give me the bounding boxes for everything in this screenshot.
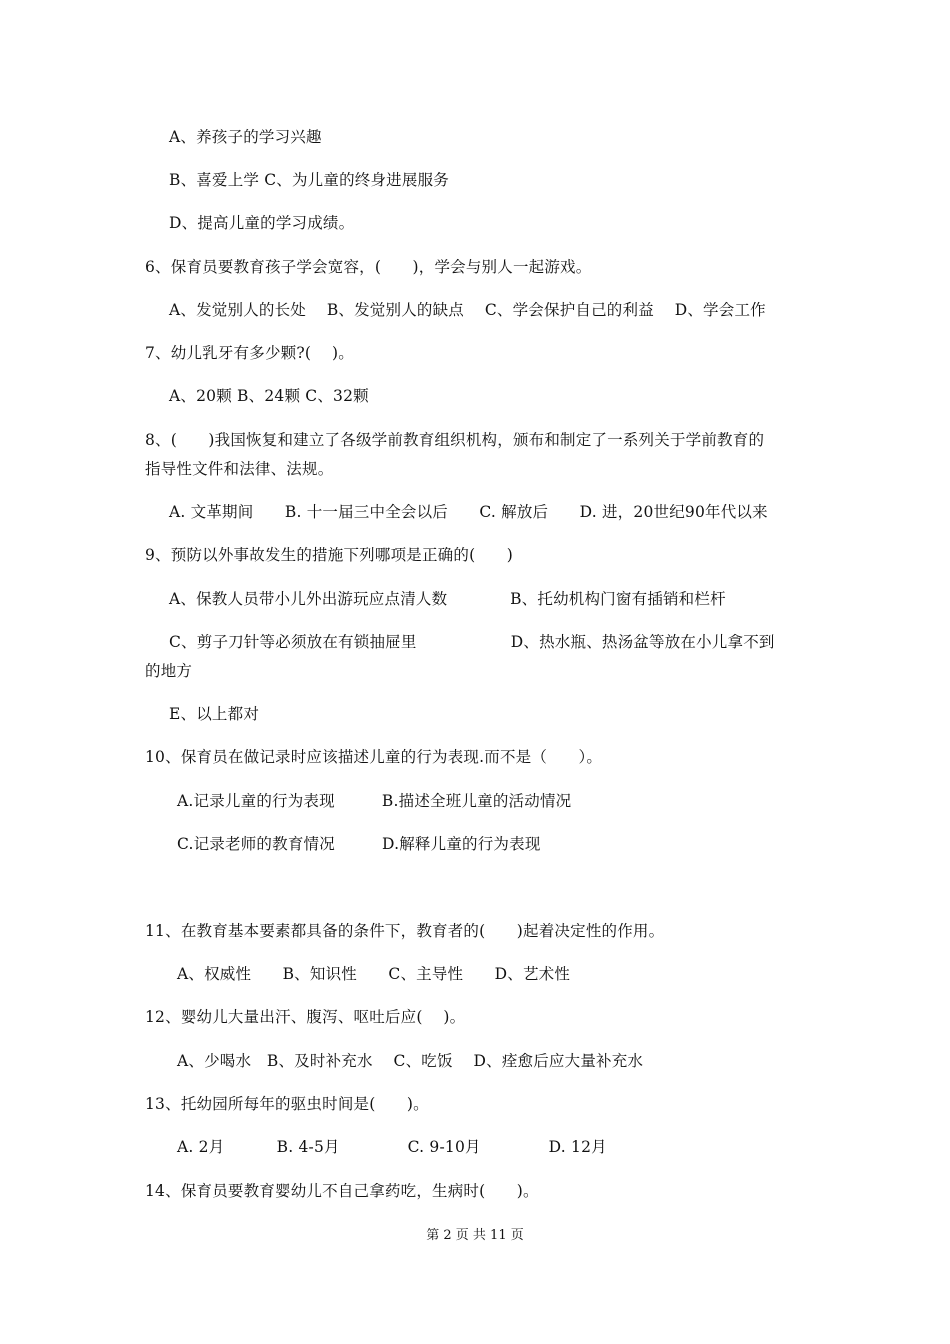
option-line: B、喜爱上学 C、为儿童的终身进展服务 xyxy=(169,171,449,189)
question-6: 6、保育员要教育孩子学会宽容，( )，学会与别人一起游戏。 xyxy=(145,258,592,276)
option-line: D、提高儿童的学习成绩。 xyxy=(169,214,355,232)
option-line: C.记录老师的教育情况 D.解释儿童的行为表现 xyxy=(177,835,541,853)
option-line: A、少喝水 B、及时补充水 C、吃饭 D、痊愈后应大量补充水 xyxy=(177,1052,644,1070)
option-line: A、养孩子的学习兴趣 xyxy=(169,128,322,146)
option-line: A、保教人员带小儿外出游玩应点清人数 B、托幼机构门窗有插销和栏杆 xyxy=(169,590,726,608)
option-line: A、权威性 B、知识性 C、主导性 D、艺术性 xyxy=(177,965,571,983)
option-line: A. 2月 B. 4-5月 C. 9-10月 D. 12月 xyxy=(177,1138,607,1156)
question-9: 9、预防以外事故发生的措施下列哪项是正确的( ) xyxy=(145,546,513,564)
question-10: 10、保育员在做记录时应该描述儿童的行为表现.而不是（ ）。 xyxy=(145,748,603,766)
option-line: A. 文革期间 B. 十一届三中全会以后 C. 解放后 D. 进，20世纪90年代以来 xyxy=(169,503,768,521)
option-line: C、剪子刀针等必须放在有锁抽屉里 D、热水瓶、热汤盆等放在小儿拿不到 xyxy=(169,633,775,651)
option-line: A、20颗 B、24颗 C、32颗 xyxy=(169,387,369,405)
option-line: A.记录儿童的行为表现 B.描述全班儿童的活动情况 xyxy=(177,792,572,810)
option-line-continued: 的地方 xyxy=(145,662,193,680)
option-line: A、发觉别人的长处 B、发觉别人的缺点 C、学会保护自己的利益 D、学会工作 xyxy=(169,301,766,319)
question-8-continued: 指导性文件和法律、法规。 xyxy=(145,460,334,478)
question-12: 12、婴幼儿大量出汗、腹泻、呕吐后应( )。 xyxy=(145,1008,466,1026)
page-footer: 第 2 页 共 11 页 xyxy=(426,1228,524,1243)
question-11: 11、在教育基本要素都具备的条件下，教育者的( )起着决定性的作用。 xyxy=(145,922,665,940)
question-7: 7、幼儿乳牙有多少颗?( )。 xyxy=(145,344,354,362)
question-8: 8、( )我国恢复和建立了各级学前教育组织机构，颁布和制定了一系列关于学前教育的 xyxy=(145,431,765,449)
question-14: 14、保育员要教育婴幼儿不自己拿药吃，生病时( )。 xyxy=(145,1182,539,1200)
question-13: 13、托幼园所每年的驱虫时间是( )。 xyxy=(145,1095,429,1113)
option-line: E、以上都对 xyxy=(169,705,260,723)
